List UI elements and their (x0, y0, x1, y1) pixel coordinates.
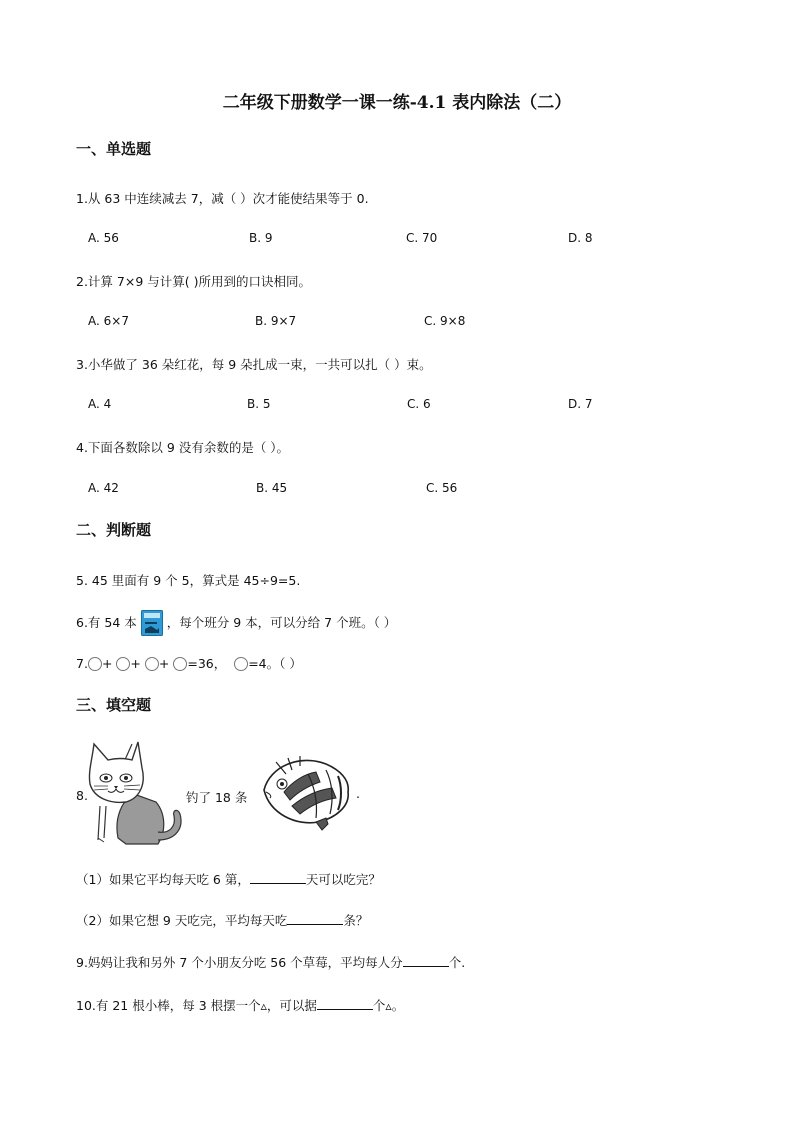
question-1: 1.从 63 中连续减去 7，减（ ）次才能使结果等于 0. (76, 191, 369, 206)
q4-option-b: B. 45 (256, 481, 288, 495)
q7-plus-1: + (101, 656, 113, 671)
circle-shape-5 (234, 657, 248, 671)
answer-blank-q8-1[interactable] (250, 871, 306, 884)
circle-shape-3 (145, 657, 159, 671)
circle-shape-4 (173, 657, 187, 671)
section-heading-single-choice: 一、单选题 (76, 140, 152, 158)
circle-shape-2 (116, 657, 130, 671)
q3-option-c: C. 6 (407, 397, 431, 411)
q8-sub1-text-b: 天可以吃完？ (305, 872, 381, 887)
q2-option-c: C. 9×8 (424, 314, 466, 328)
q4-option-a: A. 42 (88, 481, 119, 495)
q7-eq: =36， (187, 656, 227, 671)
cat-illustration (86, 740, 188, 848)
question-6 (76, 610, 396, 639)
q7-label: 7. (76, 656, 88, 671)
q1-option-a: A. 56 (88, 231, 119, 245)
q7-plus-2: + (130, 656, 141, 671)
question-10 (76, 996, 404, 1014)
q8-sub1-text-a: （1）如果它平均每天吃 6 第， (76, 872, 250, 887)
q7-eq2: =4。（ ） (248, 656, 302, 671)
q8-sub2-text-b: 条？ (343, 913, 369, 928)
q6-text-pre: 6.有 54 本 (76, 615, 137, 630)
q8-caught-text: 钓了 18 条 (186, 790, 248, 805)
answer-blank-q10[interactable] (317, 997, 373, 1010)
q8-subquestion-1 (76, 870, 381, 888)
book-icon (141, 610, 163, 639)
q2-option-b: B. 9×7 (255, 314, 297, 328)
answer-blank-q8-2[interactable] (287, 912, 343, 925)
question-5: 5. 45 里面有 9 个 5，算式是 45÷9=5. (76, 573, 301, 588)
question-3: 3.小华做了 36 朵红花，每 9 朵扎成一束，一共可以扎（ ）束。 (76, 357, 432, 372)
q3-option-b: B. 5 (247, 397, 271, 411)
q8-label: 8. (76, 788, 88, 803)
q10-text-b: 个▵。 (372, 998, 405, 1013)
q1-option-b: B. 9 (249, 231, 273, 245)
q3-option-a: A. 4 (88, 397, 112, 411)
question-2: 2.计算 7×9 与计算( )所用到的口诀相同。 (76, 274, 311, 289)
q10-text-a: 10.有 21 根小棒，每 3 根摆一个▵，可以据 (76, 998, 317, 1013)
question-9 (76, 953, 465, 971)
section-heading-fill-blank: 三、填空题 (76, 696, 152, 714)
q3-option-d: D. 7 (568, 397, 593, 411)
q1-option-d: D. 8 (568, 231, 593, 245)
q1-option-c: C. 70 (406, 231, 438, 245)
q4-option-c: C. 56 (426, 481, 458, 495)
q6-text-post: ，每个班分 9 本，可以分给 7 个班。（ ） (166, 615, 397, 630)
q9-text-a: 9.妈妈让我和另外 7 个小朋友分吃 56 个草莓，平均每人分 (76, 955, 403, 970)
answer-blank-q9[interactable] (403, 954, 449, 967)
q7-plus-3: + (158, 656, 170, 671)
question-4: 4.下面各数除以 9 没有余数的是（ ）。 (76, 440, 290, 455)
question-7 (76, 654, 302, 672)
section-heading-true-false: 二、判断题 (76, 521, 152, 539)
circle-shape-1 (88, 657, 102, 671)
q2-option-a: A. 6×7 (88, 314, 129, 328)
q8-sub2-text-a: （2）如果它想 9 天吃完，平均每天吃 (76, 913, 288, 928)
q8-end-period: . (356, 786, 360, 801)
fish-illustration (256, 752, 354, 832)
q9-text-b: 个. (448, 955, 466, 970)
page-title: 二年级下册数学一课一练-4.1 表内除法（二） (222, 93, 572, 113)
q8-subquestion-2 (76, 911, 368, 929)
